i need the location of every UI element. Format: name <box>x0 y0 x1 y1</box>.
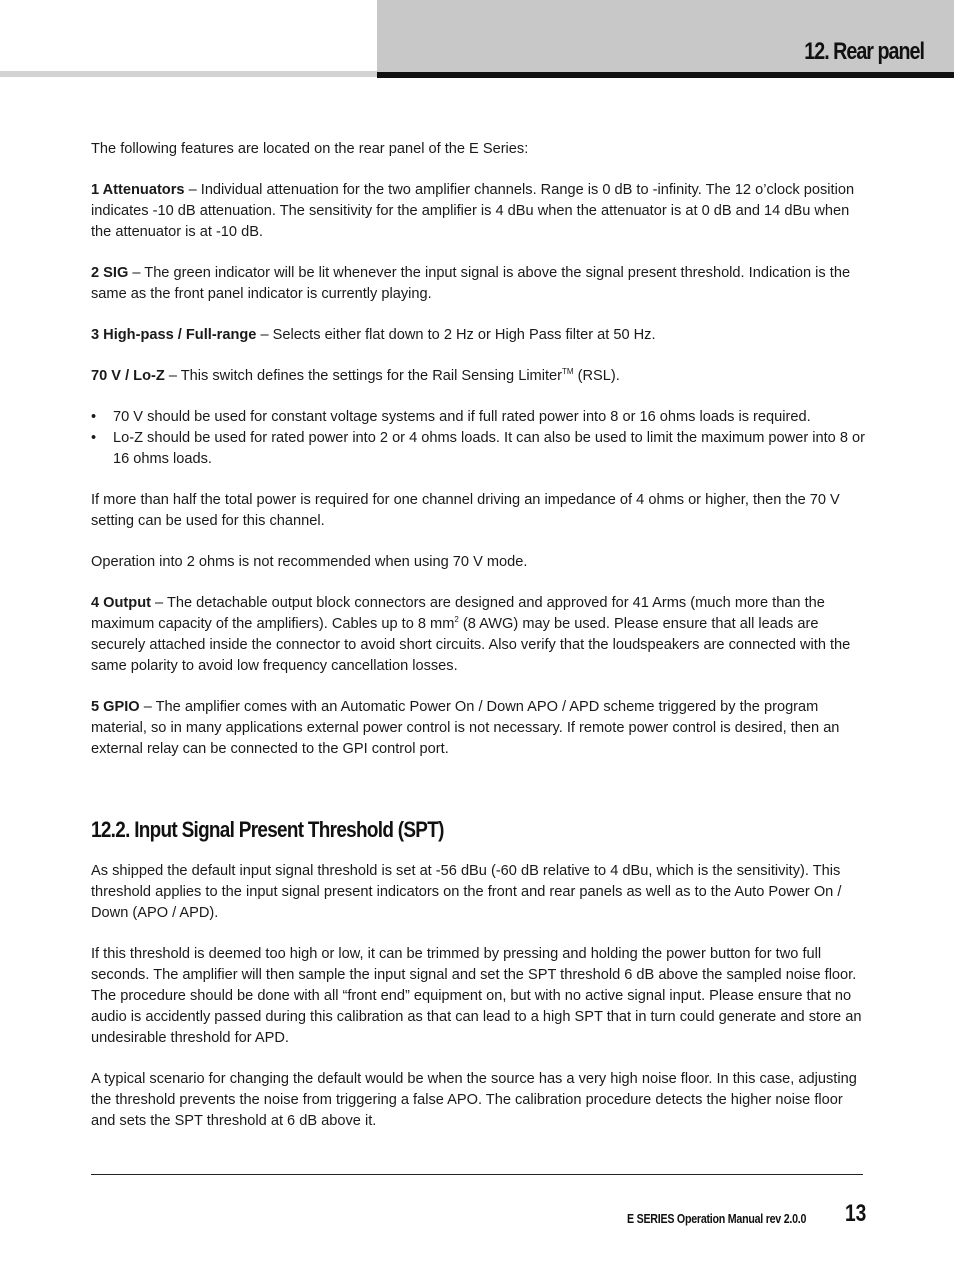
spt-section-content <box>91 861 866 1152</box>
item-70v-loz <box>91 366 866 387</box>
item-gpio <box>91 697 866 760</box>
bullet-dot: • <box>91 430 97 446</box>
page-chapter-title: 12. Rear panel <box>804 38 924 65</box>
item-attenuators <box>91 180 866 243</box>
item-label: 70 V / Lo-Z <box>91 368 165 384</box>
footer-manual-title: E SERIES Operation Manual rev 2.0.0 <box>627 1211 807 1226</box>
item-text-end: (8 AWG) may be used. Please ensure that all leads are securely attached inside the connector to avoid short circuits. Also verify that the loudspeakers are connected with the same polarity to avoid low frequency cancellation losses. <box>91 616 851 674</box>
item-output <box>91 593 866 677</box>
item-highpass <box>91 325 866 346</box>
item-text: The green indicator will be lit whenever the input signal is above the signal present threshold. Indication is the same as the front panel indicator is currently playing. <box>91 265 851 302</box>
item-label: 5 GPIO <box>91 699 140 715</box>
rear-panel-content <box>91 139 866 780</box>
item-label: 1 Attenuators <box>91 182 185 198</box>
half-power-paragraph: If more than half the total power is required for one channel driving an impedance of 4 ohms or higher, then the 70 V setting can be used for this channel. <box>91 492 840 529</box>
item-label: 2 SIG <box>91 265 129 281</box>
item-separator: – <box>256 327 273 343</box>
item-separator: – <box>184 182 201 198</box>
item-text: Individual attenuation for the two amplifier channels. Range is 0 dB to -infinity. The 12 o’clock position indicates -10 dB attenuation. The sensitivity for the amplifier is 4 dBu when the attenuator is at 0 dB and 14 dBu when the attenuator is at -10 dB. <box>91 182 855 240</box>
two-ohms-paragraph: Operation into 2 ohms is not recommended when using 70 V mode. <box>91 554 528 570</box>
list-item <box>91 407 866 428</box>
spt-paragraph: A typical scenario for changing the default would be when the source has a very high noise floor. In this case, adjusting the threshold prevents the noise from triggering a false APO. The calibration procedure detects the higher noise floor and sets the SPT threshold at 6 dB above it. <box>91 1071 857 1129</box>
item-text: – The amplifier comes with an Automatic Power On / Down APO / APD scheme triggered by the program material, so in many applications external power control is not necessary. If remote power control is desired, then an external relay can be connected to the GPI control port. <box>91 699 840 757</box>
list-item-text: 70 V should be used for constant voltage systems and if full rated power into 8 or 16 ohms loads is required. <box>113 409 811 425</box>
item-text: – The detachable output block connectors are designed and approved for 41 Arms (much more than the maximum capacity of the amplifiers). Cables up to 8 mm <box>91 595 825 632</box>
header-left-bar <box>0 71 377 77</box>
header-rule <box>377 72 954 78</box>
item-label: 3 High-pass / Full-range <box>91 327 257 343</box>
section-heading: 12.2. Input Signal Present Threshold (SPT) <box>91 817 444 842</box>
trademark-mark: TM <box>562 367 574 377</box>
intro-paragraph: The following features are located on the rear panel of the E Series: <box>91 141 529 157</box>
item-text: Selects either flat down to 2 Hz or High Pass filter at 50 Hz. <box>272 327 656 343</box>
spt-paragraph: As shipped the default input signal threshold is set at -56 dBu (-60 dB relative to 4 dBu, which is the sensitivity). This threshold applies to the input signal present indicators on the front and rear panels as well as to the Auto Power On / Down (APO / APD). <box>91 863 842 921</box>
list-item <box>91 428 866 470</box>
item-text-end: (RSL). <box>573 368 620 384</box>
mode-bullet-list <box>91 407 866 470</box>
item-sig <box>91 263 866 305</box>
item-label: 4 Output <box>91 595 151 611</box>
superscript: 2 <box>454 615 459 625</box>
bullet-dot: • <box>91 409 97 425</box>
footer-rule <box>91 1174 863 1175</box>
item-separator: – <box>128 265 145 281</box>
page-number: 13 <box>845 1200 867 1227</box>
spt-paragraph: If this threshold is deemed too high or low, it can be trimmed by pressing and holding the power button for two full seconds. The amplifier will then sample the input signal and set the SPT threshold 6 dB above the sampled noise floor. The procedure should be done with all “front end” equipment on, but with no active signal input. Please ensure that no audio is accidently passed during this calibration as that can lead to a high SPT that in turn could generate and store an undesirable threshold for APD. <box>91 946 862 1046</box>
item-text: – This switch defines the settings for the Rail Sensing Limiter <box>164 368 562 384</box>
list-item-text: Lo-Z should be used for rated power into 2 or 4 ohms loads. It can also be used to limit the maximum power into 8 or 16 ohms loads. <box>113 430 865 467</box>
